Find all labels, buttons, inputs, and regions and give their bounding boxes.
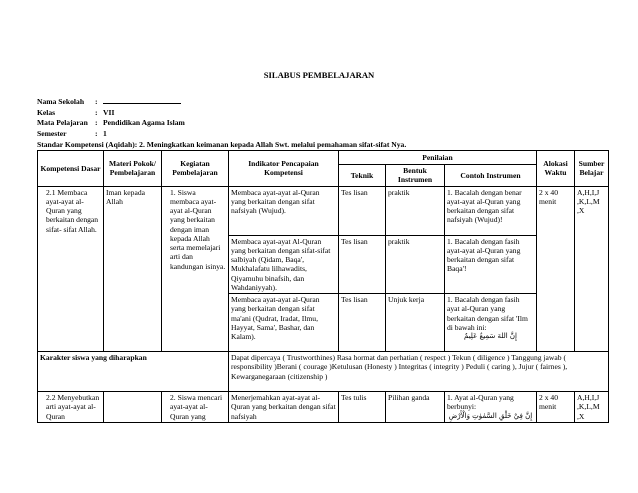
table-row <box>38 392 609 423</box>
cell-indikator: Membaca ayat-ayat al-Quran yang berkaitan dengan sifat nafsiyah (Wujud). <box>229 186 339 235</box>
syllabus-meta <box>37 97 185 139</box>
header-indikator: Indikator Pencapaian Kompetensi <box>229 151 339 187</box>
cell-indikator: Menerjemahkan ayat-ayat al-Quran yang berkaitan dengan sifat nafsiyah <box>229 392 339 423</box>
arabic-verse: إِنَّ فِيْ خَلْقِ السَّمٰوٰتِ وَالْأَرْضِ <box>448 411 533 420</box>
meta-row-subject: Mata Pelajaran : Pendidikan Agama Islam <box>37 118 185 128</box>
cell-contoh: 1. Bacalah dengan benar ayat-ayat al-Quran yang berkaitan dengan sifat nafsiyah (Wujud)! <box>445 186 537 235</box>
header-materi: Materi Pokok/ Pembelajaran <box>104 151 162 187</box>
cell-bentuk: Pilihan ganda <box>386 392 445 423</box>
header-sumber: Sumber Belajar <box>575 151 609 187</box>
meta-key: Semester <box>37 128 67 138</box>
meta-row-class: Kelas : VII <box>37 107 115 117</box>
meta-key: Kelas <box>37 107 56 117</box>
contoh-text: 1. Ayat al-Quran yang berbunyi: <box>447 393 514 412</box>
page-title: SILABUS PEMBELAJARAN <box>263 70 375 80</box>
karakter-row <box>38 352 609 392</box>
header-kompetensi: Kompetensi Dasar <box>38 151 104 187</box>
meta-value: VII <box>103 107 115 117</box>
cell-materi <box>104 392 162 423</box>
cell-kompetensi: 2.2 Menyebutkan arti ayat-ayat al-Quran <box>38 392 104 423</box>
cell-bentuk: praktik <box>386 186 445 235</box>
cell-teknik: Tes lisan <box>339 294 386 352</box>
karakter-label: Karakter siswa yang diharapkan <box>38 352 229 392</box>
syllabus-table <box>37 150 609 423</box>
cell-kegiatan: 1. Siswa membaca ayat-ayat al-Quran yang berkaitan dengan iman kepada Allah serta memelajari arti dan kandungan isinya. <box>162 186 229 352</box>
header-penilaian: Penilaian <box>339 151 537 165</box>
arabic-verse: إِنَّ اللهَ سَمِيعٌ عَلِيمٌ <box>464 332 517 340</box>
cell-teknik: Tes lisan <box>339 186 386 235</box>
meta-key: Nama Sekolah <box>37 97 85 106</box>
contoh-text: 1. Bacalah dengan fasih ayat al-Quran yang berkaitan dengan sifat 'Ilm di bawah ini: <box>447 295 528 332</box>
cell-contoh <box>445 392 537 423</box>
cell-contoh <box>445 294 537 352</box>
meta-value: 1 <box>103 128 107 138</box>
cell-teknik: Tes tulis <box>339 392 386 423</box>
cell-alokasi: 2 x 40 menit <box>537 186 575 352</box>
cell-bentuk: praktik <box>386 235 445 294</box>
cell-indikator: Membaca ayat-ayat Al-Quran yang berkaitan dengan sifat-sifat salbiyah (Qidam, Baqa', Mukhalafatu lilhawadits, Qiyamuhu binafsih, dan Wahdaniyyah). <box>229 235 339 294</box>
cell-sumber: A,H,I,J ,K,L,M ,X <box>575 186 609 352</box>
header-kegiatan: Kegiatan Pembelajaran <box>162 151 229 187</box>
header-teknik: Teknik <box>339 165 386 187</box>
table-row <box>38 186 609 235</box>
karakter-text: Dapat dipercaya ( Trustworthines) Rasa hormat dan perhatian ( respect ) Tekun ( diligence ) Tanggung jawab ( responsibility )Berani ( courage )Ketulusan (Honesty ) Integritas ( integrity ) Peduli ( caring ), Jujur ( fairnes ), Kewarganegaraan (citizenship ) <box>229 352 609 392</box>
cell-sumber: A,H,I,J ,K,L,M ,X <box>575 392 609 423</box>
meta-key: Mata Pelajaran <box>37 118 88 128</box>
cell-kegiatan: 2. Siswa mencari ayat-ayat al-Quran yang <box>162 392 229 423</box>
cell-kompetensi: 2.1 Membaca ayat-ayat al-Quran yang berkaitan dengan sifat- sifat Allah. <box>38 186 104 352</box>
meta-value: Pendidikan Agama Islam <box>103 118 185 128</box>
cell-contoh: 1. Bacalah dengan fasih ayat-ayat al-Quran yang berkaitan dengan sifat Baqa'! <box>445 235 537 294</box>
header-contoh: Contoh Instrumen <box>445 165 537 187</box>
cell-indikator: Membaca ayat-ayat al-Quran yang berkaitan dengan sifat ma'ani (Qudrat, Iradat, Ilmu, Hayyat, Sama', Bashar, dan Kalam). <box>229 294 339 352</box>
header-bentuk: Bentuk Instrumen <box>386 165 445 187</box>
cell-teknik: Tes lisan <box>339 235 386 294</box>
meta-value-blank-line <box>103 97 181 104</box>
cell-materi: Iman kepada Allah <box>104 186 162 352</box>
cell-alokasi: 2 x 40 menit <box>537 392 575 423</box>
competency-standard: Standar Kompetensi (Aqidah): 2. Meningkatkan keimanan kepada Allah Swt. melalui pemahaman sifat-sifat Nya. <box>37 140 407 149</box>
meta-row-school: Nama Sekolah : <box>37 97 185 108</box>
cell-bentuk: Unjuk kerja <box>386 294 445 352</box>
meta-row-semester: Semester : 1 <box>37 128 107 138</box>
header-alokasi: Alokasi Waktu <box>537 151 575 187</box>
